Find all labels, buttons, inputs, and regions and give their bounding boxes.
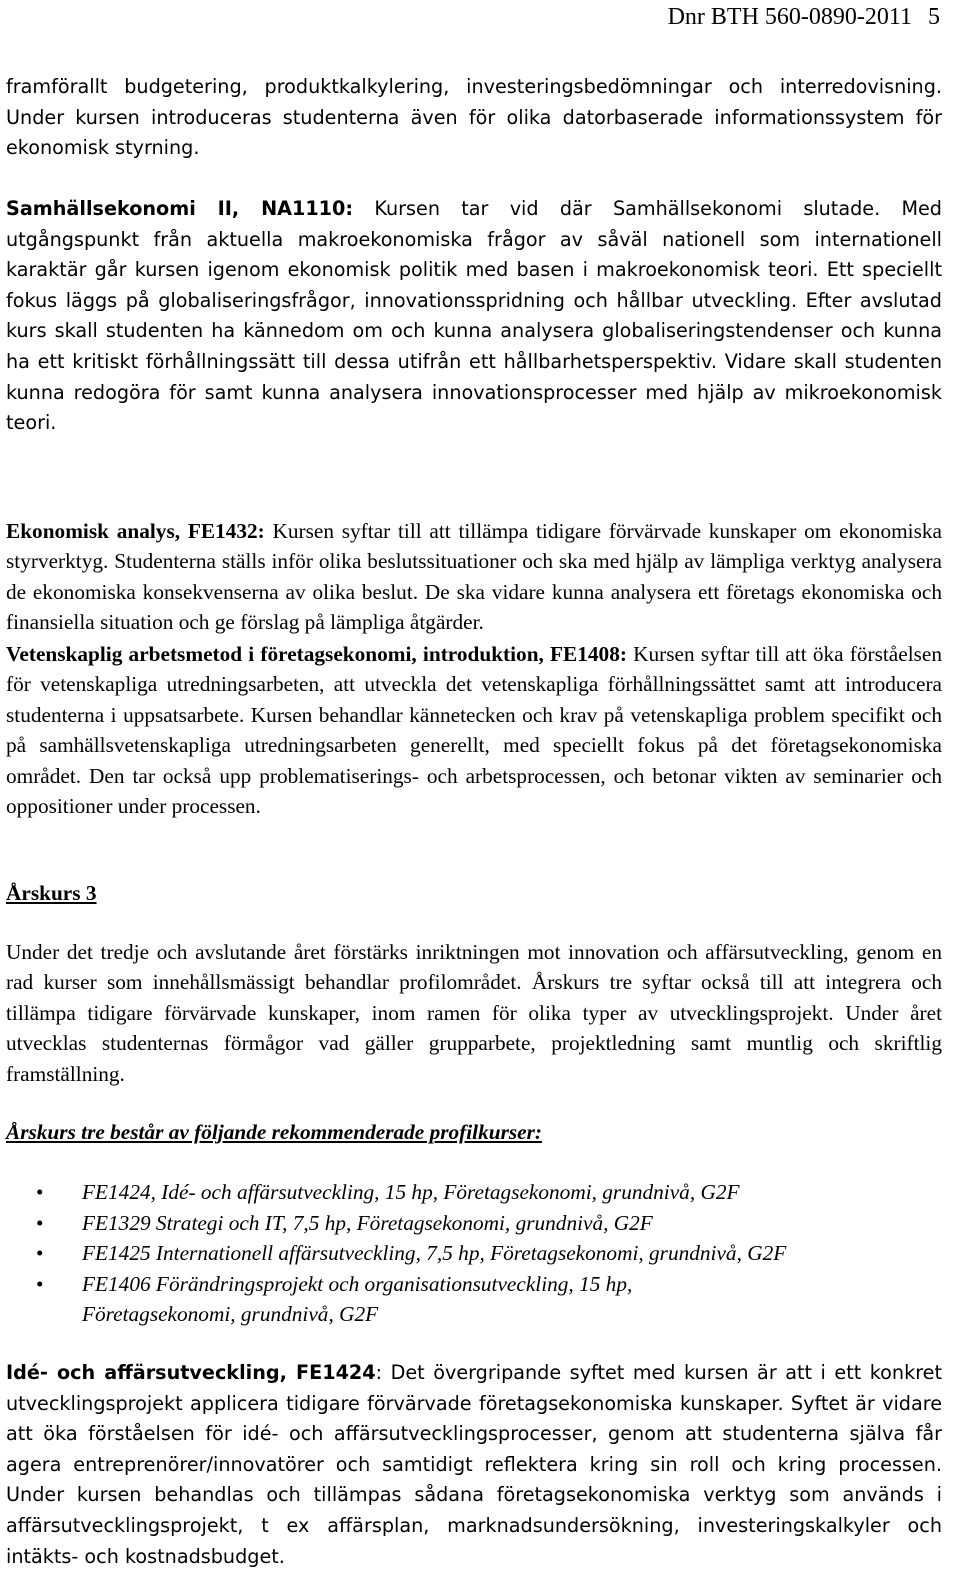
ide-title: Idé- och affärsutveckling, FE1424 (6, 1361, 376, 1384)
bullet-icon: • (36, 1210, 44, 1235)
bullet-icon: • (36, 1241, 44, 1265)
ide-body: : Det övergripande syftet med kursen är att i ett konkret utvecklingsprojekt applicera tidigare förvärvade företagsekonomiska kunskaper. Syftet är vidare att öka förståelsen för idé- och affärsutvecklingsprocesser, genom att studenterna själva får agera entreprenörer/innovatörer och samtidigt reflektera kring sin roll och kring processen. Under kursen behandlas och tillämpas sådana företagsekonomiska verktyg som används i affärsutvecklingsprojekt, t ex affärsplan, marknadsundersökning, investeringskalkyler och intäkts- och kostnadsbudget. (6, 1361, 942, 1568)
vetenskaplig-body: Kursen syftar till att öka förståelsen för vetenskapliga utredningsarbeten, att utveckla det vetenskapliga förhållningssättet samt att introducera studenterna i uppsatsarbete. Kursen behandlar kännetecken och krav på vetenskapliga problem specifikt och på samhällsvetenskapliga utredningsarbeten generellt, med speciellt fokus på det företagsekonomiska området. Den tar också upp problematiserings- och arbetsprocessen, och betonar vikten av seminarier och oppositioner under processen. (6, 642, 942, 819)
ide-paragraph (6, 1358, 942, 1572)
ekonomisk-analys-paragraph (6, 516, 942, 638)
list-item (6, 1238, 942, 1269)
course-item-text: FE1329 Strategi och IT, 7,5 hp, Företagsekonomi, grundnivå, G2F (82, 1210, 653, 1235)
profilkurser-heading (6, 1117, 942, 1147)
samhallsekonomi-paragraph (6, 194, 942, 439)
ekonomisk-analys-body: Kursen syftar till att tillämpa tidigare förvärvade kunskaper om ekonomiska styrverktyg. Studenterna ställs inför olika beslutssituationer och ska med hjälp av lämpliga verktyg analysera de ekonomiska konsekvenserna av olika beslut. De ska vidare kunna analysera ett företags ekonomiska och finansiella situation och ge förslag på lämpliga åtgärder. (6, 519, 942, 635)
intro-paragraph: framförallt budgetering, produktkalkylering, investeringsbedömningar och interredovisning. Under kursen introduceras studenterna även för olika datorbaserade informationssystem för ekonomisk styrning. (6, 75, 942, 160)
profilkurser-list-block (6, 1177, 942, 1330)
profilkurser-list (6, 1177, 942, 1330)
vetenskaplig-section (6, 639, 942, 821)
list-item (6, 1269, 942, 1330)
page-header (668, 4, 940, 31)
vetenskaplig-title: Vetenskaplig arbetsmetod i företagsekonomi, introduktion, FE1408: (6, 642, 627, 666)
bullet-icon: • (36, 1180, 44, 1204)
course-item-text: FE1425 Internationell affärsutveckling, 7,5 hp, Företagsekonomi, grundnivå, G2F (82, 1241, 787, 1265)
page-number: 5 (928, 4, 940, 30)
course-item-text: FE1406 Förändringsprojekt och organisationsutveckling, 15 hp, Företagsekonomi, grundnivå, G2F (82, 1271, 633, 1326)
ekonomisk-analys-title: Ekonomisk analys, FE1432: (6, 519, 265, 543)
ekonomisk-analys-section (6, 516, 942, 638)
vetenskaplig-paragraph (6, 639, 942, 821)
samhallsekonomi-body: Kursen tar vid där Samhällsekonomi slutade. Med utgångspunkt från aktuella makroekonomiska frågor av såväl nationell som internationell karaktär går kursen igenom ekonomisk politik med basen i makroekonomisk teori. Ett speciellt fokus läggs på globaliseringsfrågor, innovationsspridning och hållbar utveckling. Efter avslutad kurs skall studenten ha kännedom om och kunna analysera globaliseringstendenser och kunna ha ett kritiskt förhållningssätt till dessa utifrån ett hållbarhetsperspektiv. Vidare skall studenten kunna redogöra för samt kunna analysera innovationsprocesser med hjälp av mikroekonomisk teori. (6, 197, 942, 435)
profilkurser-title: Årskurs tre består av följande rekommenderade profilkurser: (6, 1120, 542, 1144)
samhallsekonomi-section (6, 194, 942, 439)
intro-paragraph-block (6, 72, 942, 164)
arskurs3-paragraph: Under det tredje och avslutande året förstärks inriktningen mot innovation och affärsutveckling, genom en rad kurser som innehållsmässigt behandlar profilområdet. Årskurs tre syftar också till att integrera och tillämpa tidigare förvärvade kunskaper, inom ramen för olika typer av utvecklingsprojekt. Under året utvecklas studenternas förmågor vad gäller grupparbete, projektledning samt muntlig och skriftlig framställning. (6, 940, 942, 1086)
arskurs3-heading (6, 878, 942, 908)
document-number: Dnr BTH 560-0890-2011 (667, 4, 912, 30)
list-item (6, 1177, 942, 1208)
ide-section (6, 1358, 942, 1572)
bullet-icon: • (36, 1271, 44, 1296)
arskurs3-section (6, 937, 942, 1089)
samhallsekonomi-title: Samhällsekonomi II, NA1110: (6, 197, 354, 220)
list-item (6, 1208, 942, 1239)
arskurs3-title: Årskurs 3 (6, 881, 97, 905)
course-item-text: FE1424, Idé- och affärsutveckling, 15 hp, Företagsekonomi, grundnivå, G2F (82, 1180, 740, 1204)
